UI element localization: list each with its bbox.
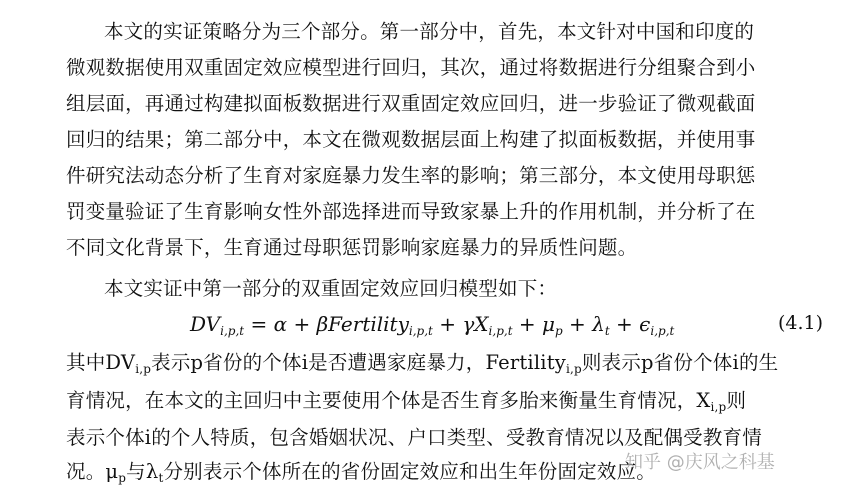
paragraph1-line-5: 件研究法动态分析了生育对家庭暴力发生率的影响；第三部分，本文使用母职惩 [66, 164, 756, 187]
explanation-line-2: 育情况，在本文的主回归中主要使用个体是否生育多胎来衡量生育情况，$X_{i,p}$则 [66, 389, 747, 414]
paragraph1-line-6: 罚变量验证了生育影响女性外部选择进而导致家暴上升的作用机制，并分析了在 [66, 200, 756, 223]
zhihu-watermark: 知乎 @庆风之科基 [625, 452, 775, 473]
explanation-line-1: 其中$DV_{i,p}$表示p省份的个体i是否遭遇家庭暴力，Fertility$_{i,p}$则表示p省份个体i的生 [66, 351, 779, 376]
paragraph1-line-2: 微观数据使用双重固定效应模型进行回归，其次，通过将数据进行分组聚合到小 [66, 56, 756, 79]
paragraph1-line-1: 本文的实证策略分为三个部分。第一部分中，首先，本文针对中国和印度的 [104, 20, 755, 43]
paragraph2-intro: 本文实证中第一部分的双重固定效应回归模型如下： [104, 277, 558, 300]
paragraph1-line-4: 回归的结果；第二部分中，本文在微观数据层面上构建了拟面板数据，并使用事 [66, 128, 756, 151]
regression-equation: $DV_{i,p,t} = \alpha$ + βFertility$_{i,p,t}$ + $\gamma X_{i,p,t} + \mu_p + \lambda_t + \epsilon_{i,p,t}$ [190, 312, 675, 338]
paragraph1-line-3: 组层面，再通过构建拟面板数据进行双重固定效应回归，进一步验证了微观截面 [66, 92, 756, 115]
paragraph1-line-7: 不同文化背景下，生育通过母职惩罚影响家庭暴力的异质性问题。 [66, 236, 638, 259]
equation-number: (4.1) [778, 312, 824, 334]
explanation-line-3: 表示个体i的个人特质，包含婚姻状况、户口类型、受教育情况以及配偶受教育情 [66, 426, 762, 449]
explanation-line-4: 况。$\mu_p$与$\lambda_t$分别表示个体所在的省份固定效应和出生年份固定效应。 [66, 460, 656, 485]
